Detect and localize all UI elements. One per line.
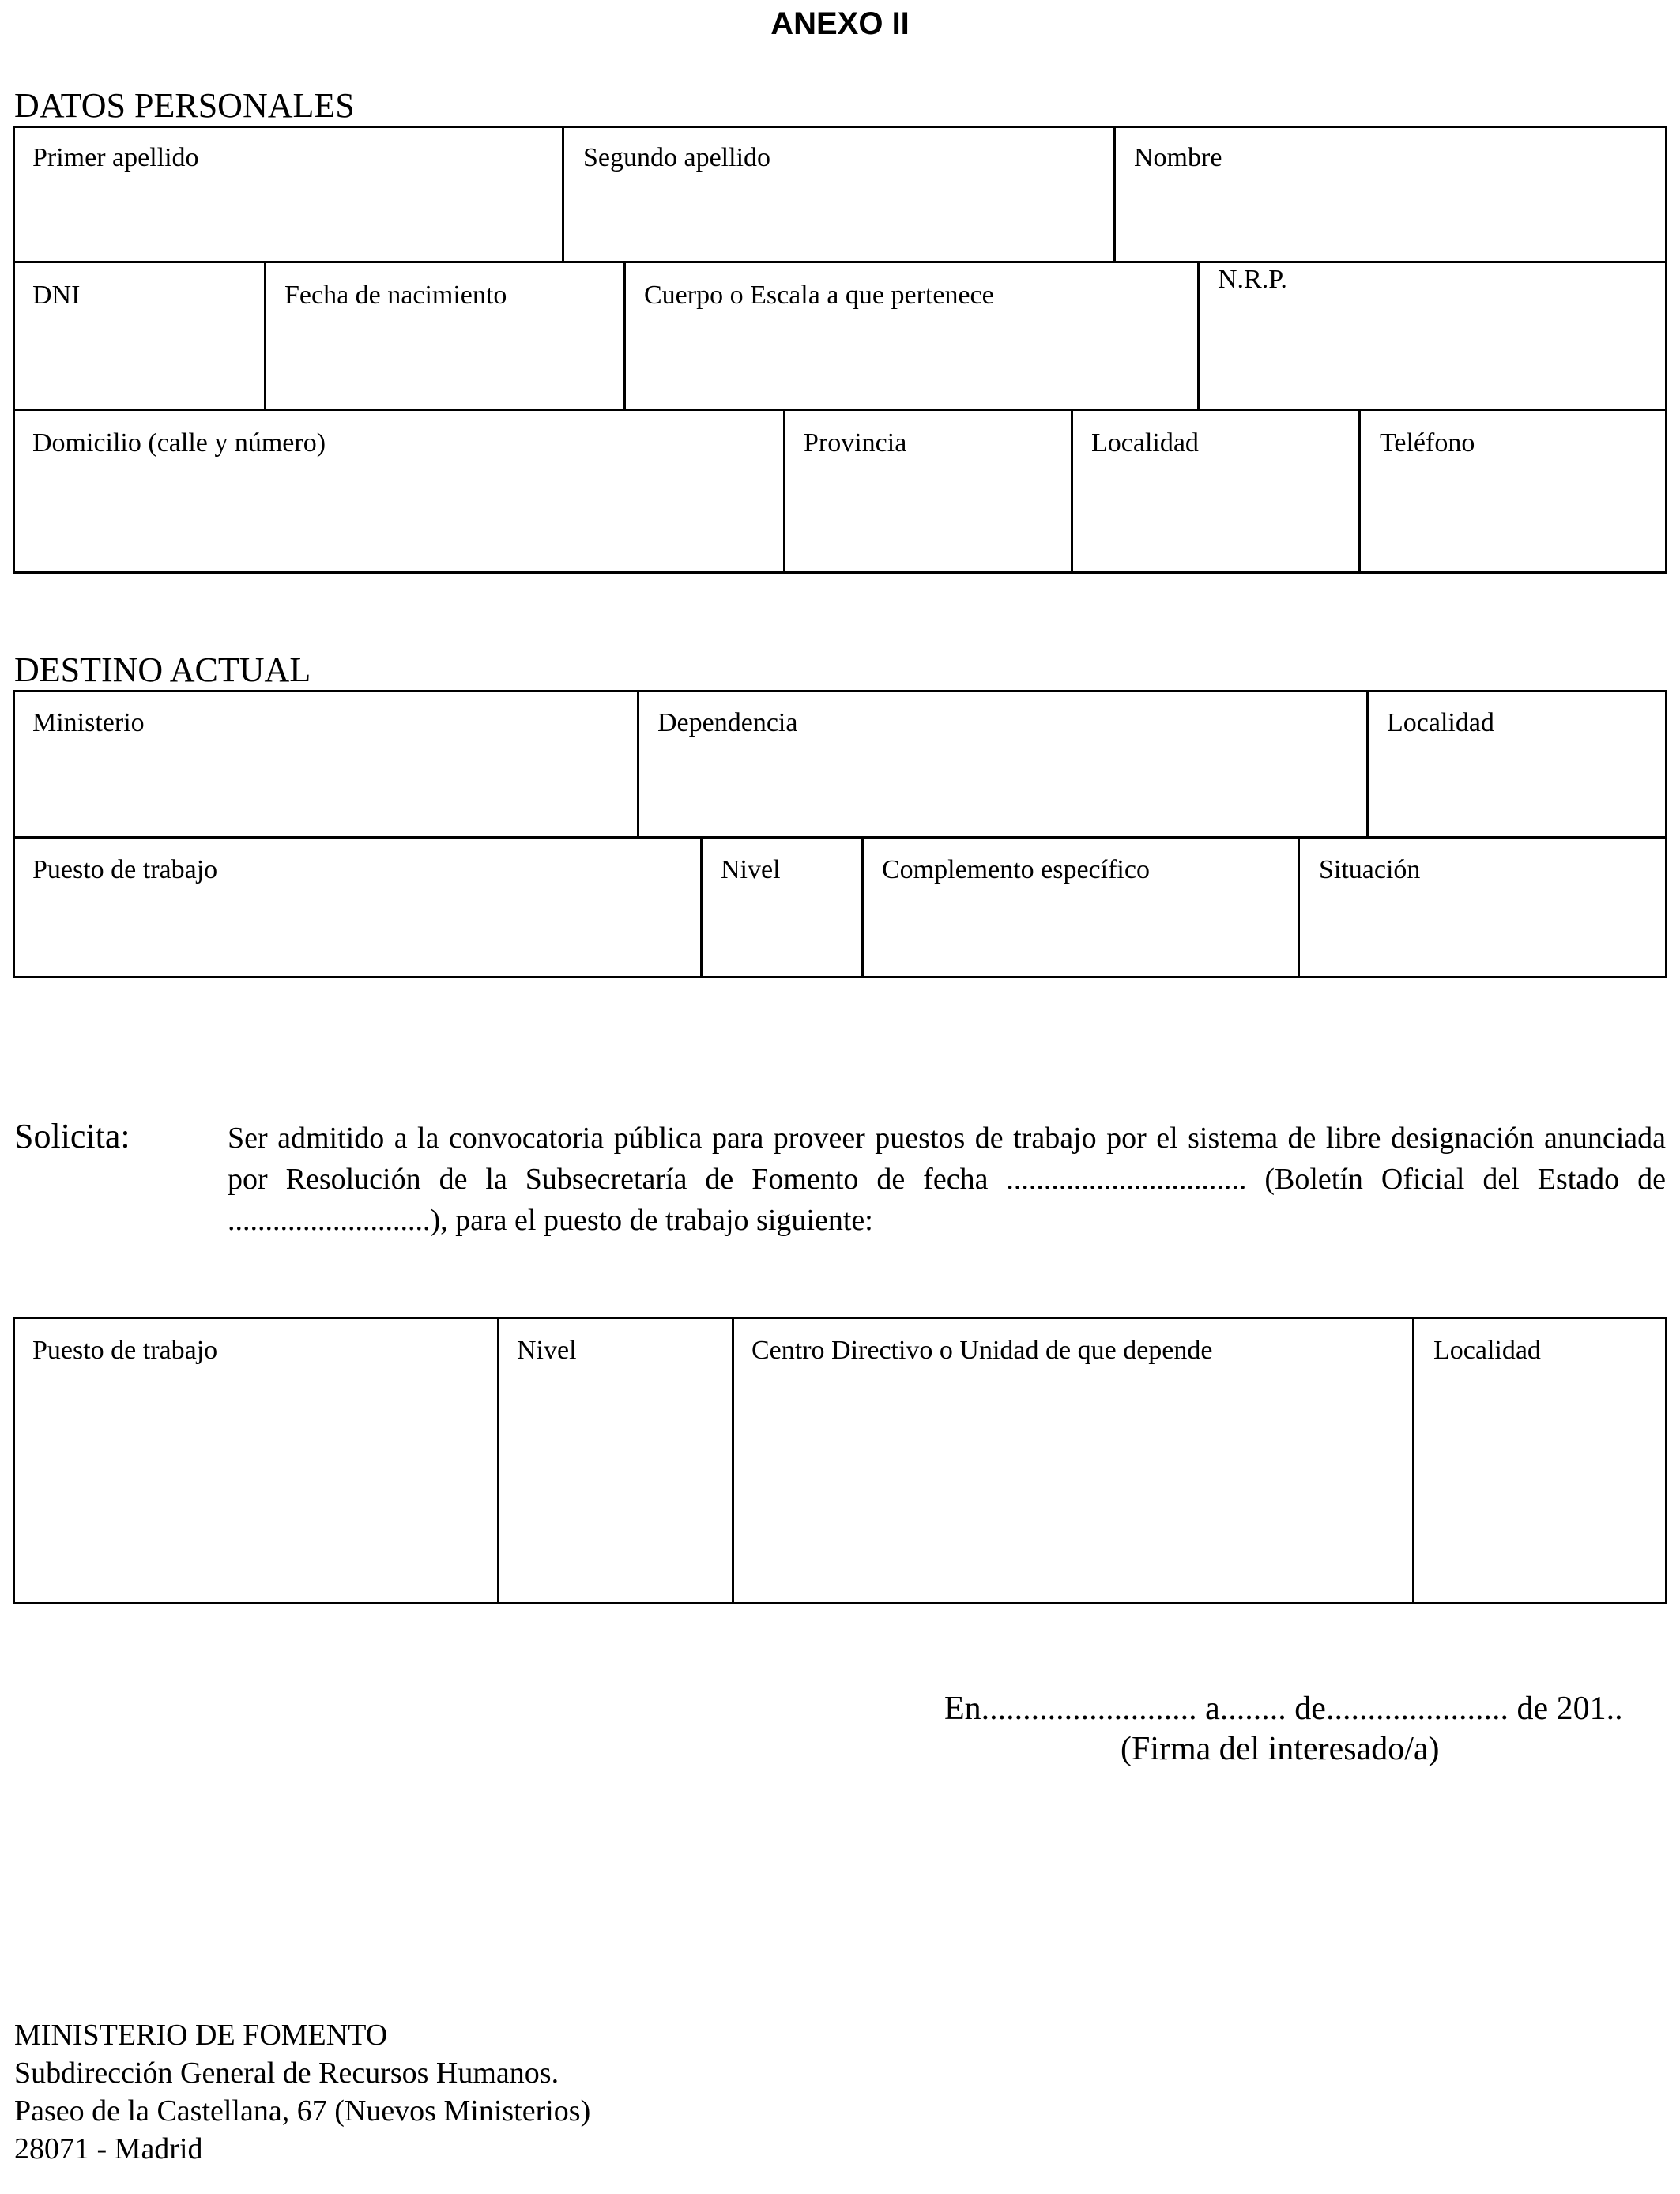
table-divider (1412, 1317, 1414, 1604)
field-puesto-solicitado[interactable]: Puesto de trabajo (32, 1336, 218, 1365)
table-divider (562, 126, 564, 262)
field-situacion[interactable]: Situación (1319, 855, 1421, 884)
datos-personales-table (13, 126, 1667, 574)
table-divider (1298, 837, 1300, 978)
table-divider (861, 837, 864, 978)
field-provincia[interactable]: Provincia (804, 428, 907, 458)
field-fecha-nacimiento[interactable]: Fecha de nacimiento (284, 281, 507, 310)
solicita-label: Solicita: (14, 1117, 130, 1155)
signature-label: (Firma del interesado/a) (1121, 1731, 1440, 1767)
field-nombre[interactable]: Nombre (1134, 143, 1222, 172)
field-puesto-trabajo[interactable]: Puesto de trabajo (32, 855, 218, 884)
table-divider (13, 836, 1667, 839)
field-localidad-destino[interactable]: Localidad (1387, 708, 1494, 737)
field-cuerpo-escala[interactable]: Cuerpo o Escala a que pertenece (644, 281, 994, 310)
footer-street: Paseo de la Castellana, 67 (Nuevos Ministerios) (14, 2094, 591, 2128)
table-divider (1358, 409, 1361, 573)
field-nivel[interactable]: Nivel (721, 855, 781, 884)
footer-address (14, 2016, 590, 2168)
table-divider (637, 690, 639, 837)
table-divider (264, 262, 266, 409)
field-telefono[interactable]: Teléfono (1380, 428, 1475, 458)
document-title: ANEXO II (770, 6, 910, 41)
field-dni[interactable]: DNI (32, 281, 81, 310)
table-divider (732, 1317, 734, 1604)
table-divider (1113, 126, 1116, 262)
field-localidad[interactable]: Localidad (1091, 428, 1199, 458)
table-divider (700, 837, 703, 978)
table-divider (497, 1317, 499, 1604)
table-divider (13, 409, 1667, 411)
table-divider (1366, 690, 1369, 837)
table-divider (1197, 262, 1200, 409)
field-primer-apellido[interactable]: Primer apellido (32, 143, 199, 172)
destino-actual-heading: DESTINO ACTUAL (14, 650, 311, 689)
footer-city: 28071 - Madrid (14, 2132, 203, 2166)
date-line: En.......................... a........ de...................... de 201.. (944, 1691, 1623, 1727)
table-divider (1071, 409, 1073, 573)
field-nivel-solicitado[interactable]: Nivel (517, 1336, 577, 1365)
field-nrp[interactable]: N.R.P. (1218, 265, 1287, 294)
datos-personales-heading: DATOS PERSONALES (14, 86, 355, 125)
field-localidad-solicitado[interactable]: Localidad (1433, 1336, 1541, 1365)
field-dependencia[interactable]: Dependencia (657, 708, 798, 737)
footer-ministry: MINISTERIO DE FOMENTO (14, 2019, 388, 2052)
table-divider (623, 262, 626, 409)
footer-department: Subdirección General de Recursos Humanos. (14, 2056, 559, 2090)
field-complemento-especifico[interactable]: Complemento específico (882, 855, 1150, 884)
field-domicilio[interactable]: Domicilio (calle y número) (32, 428, 326, 458)
field-segundo-apellido[interactable]: Segundo apellido (583, 143, 771, 172)
solicita-text: Ser admitido a la convocatoria pública para proveer puestos de trabajo por el sistema de libre designación anunciada por Resolución de la Subsecretaría de Fomento de fecha ................................ (Boletín Oficial del Estado de ...........................), para el puesto de trabajo siguiente: (228, 1122, 1666, 1237)
field-ministerio[interactable]: Ministerio (32, 708, 145, 737)
field-centro-directivo[interactable]: Centro Directivo o Unidad de que depende (751, 1336, 1213, 1365)
table-divider (783, 409, 785, 573)
table-divider (13, 261, 1667, 263)
